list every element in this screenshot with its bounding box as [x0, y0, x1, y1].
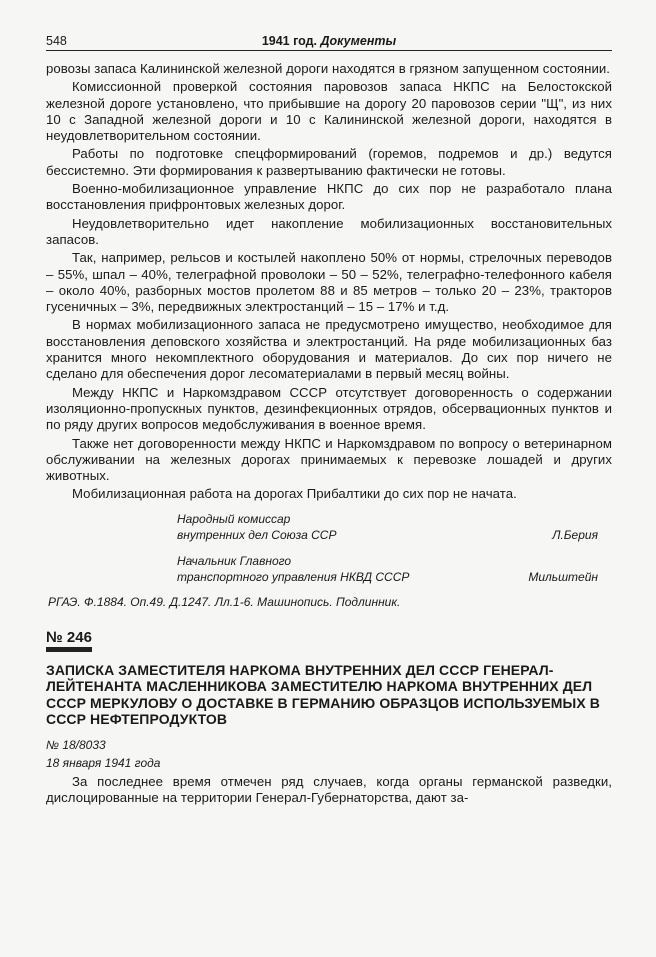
- signature-section: [46, 511, 612, 585]
- signature-block: [177, 511, 612, 543]
- signatory-title-line-1: Начальник Главного: [177, 553, 292, 568]
- signatory-title-line-2: транспортного управления НКВД СССР: [177, 569, 410, 584]
- document-body: [46, 61, 612, 503]
- archive-reference: РГАЭ. Ф.1884. Оп.49. Д.1247. Лл.1-6. Машинопись. Подлинник.: [48, 594, 401, 609]
- signatory-name: Л.Берия: [552, 527, 598, 542]
- document-title: ЗАПИСКА ЗАМЕСТИТЕЛЯ НАРКОМА ВНУТРЕННИХ ДЕЛ СССР ГЕНЕРАЛ-ЛЕЙТЕНАНТА МАСЛЕННИКОВА ЗАМЕСТИТЕЛЮ НАРКОМА ВНУТРЕННИХ ДЕЛ СССР МЕРКУЛОВУ О ДОСТАВКЕ В ГЕРМАНИЮ ОБРАЗЦОВ ИСПОЛЬЗУЕМЫХ В СССР НЕФТЕПРОДУКТОВ: [46, 661, 600, 728]
- signature-block: [177, 553, 612, 585]
- document-body-2: [46, 774, 612, 807]
- page-header: [46, 34, 612, 51]
- document-meta: [46, 738, 612, 771]
- document-date: 18 января 1941 года: [46, 755, 161, 770]
- paragraph: Военно-мобилизационное управление НКПС до сих пор не разработало плана восстановления прифронтовых железных дорог.: [46, 181, 612, 213]
- paragraph: Так, например, рельсов и костылей накоплено 50% от нормы, стрелочных переводов – 55%, шпал – 40%, телеграфной проволоки – 50 – 52%, телеграфно-телефонного кабеля – около 40%, разборных мостов пролетом 88 и 85 метров – только 20 – 23%, тракторов гусеничных – 3%, передвижных электростанций – 15 – 17% и т.д.: [46, 250, 612, 315]
- signatory-title-line-2: внутренних дел Союза ССР: [177, 527, 337, 542]
- paragraph: Мобилизационная работа на дорогах Прибалтики до сих пор не начата.: [72, 486, 517, 502]
- paragraph: Также нет договоренности между НКПС и Наркомздравом по вопросу о ветеринарном обслуживании на железных дорогах принимаемых к перевозке лошадей и других животных.: [46, 435, 612, 484]
- registration-number: № 18/8033: [46, 737, 106, 752]
- paragraph: Работы по подготовке спецформирований (горемов, подремов и др.) ведутся бессистемно. Эти формирования к развертыванию фактически не готовы.: [46, 146, 612, 178]
- paragraph: Неудовлетворительно идет накопление мобилизационных восстановительных запасов.: [46, 215, 612, 247]
- paragraph: В нормах мобилизационного запаса не предусмотрено имущество, необходимое для восстановления деповского хозяйства и электростанций. На ряде мобилизационных баз хранится много некомплектного оборудования и материалов. До сих пор ничего не сделано для обеспечения дорог лесоматериалами в первый месяц войны.: [46, 317, 612, 382]
- paragraph: ровозы запаса Калининской железной дороги находятся в грязном запущенном состоянии.: [46, 61, 611, 76]
- paragraph: Между НКПС и Наркомздравом СССР отсутствует договоренность о содержании изоляционно-пропускных пунктов, дезинфекционных отрядов, обсервационных пунктов и по ряду других вопросов медобслуживания в военное время.: [46, 384, 612, 433]
- signatory-name: Мильштейн: [528, 569, 598, 584]
- paragraph: Комиссионной проверкой состояния паровозов запаса НКПС на Белостокской железной дороге установлено, что прибывшие на дорогу 20 паровозов серии "Щ", из них 10 с Западной железной дороги и 10 с Калининской железной дороги, находятся в неудовлетворительном состоянии.: [46, 79, 612, 144]
- document-number: № 246: [46, 629, 92, 652]
- running-head-year: 1941 год.: [261, 34, 318, 48]
- page-number: 548: [46, 34, 67, 48]
- signatory-title-line-1: Народный комиссар: [177, 511, 291, 526]
- running-head: [46, 34, 612, 48]
- paragraph: За последнее время отмечен ряд случаев, когда органы германской разведки, дислоцированные на территории Генерал-Губернаторства, дают за-: [46, 773, 612, 806]
- running-head-section: Документы: [320, 34, 397, 48]
